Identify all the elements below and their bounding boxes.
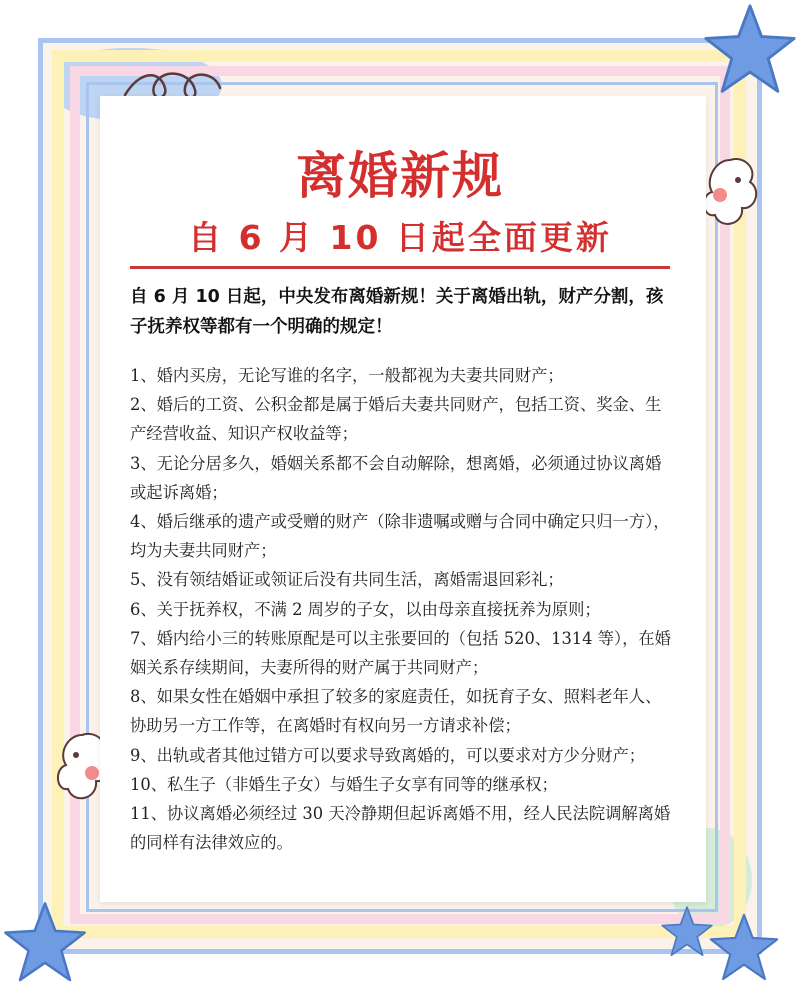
star-icon <box>702 2 798 98</box>
rule-item: 9、出轨或者其他过错方可以要求导致离婚的，可以要求对方少分财产； <box>130 745 646 765</box>
rule-item: 6、关于抚养权，不满 2 周岁的子女，以由母亲直接抚养为原则； <box>130 599 601 619</box>
rule-item: 7、婚内给小三的转账原配是可以主张要回的（包括 520、1314 等），在婚姻关系存续期间，夫妻所得的财产属于共同财产； <box>130 628 671 678</box>
rule-item: 2、婚后的工资、公积金都是属于婚后夫妻共同财产，包括工资、奖金、生产经营收益、知识产权收益等； <box>130 395 662 444</box>
star-icon <box>660 905 714 959</box>
star-icon <box>708 912 780 984</box>
rule-item: 10、私生子（非婚生子女）与婚生子女享有同等的继承权； <box>130 774 558 794</box>
rule-item: 1、婚内买房，无论写谁的名字，一般都视为夫妻共同财产； <box>130 366 564 385</box>
page-subtitle: 自 6 月 10 日起全面更新 <box>188 218 612 257</box>
intro-paragraph: 自 6 月 10 日起，中央发布离婚新规！关于离婚出轨，财产分割，孩子抚养权等都有一个明确的规定！ <box>130 287 664 337</box>
rule-item: 4、婚后继承的遗产或受赠的财产（除非遗嘱或赠与合同中确定只归一方），均为夫妻共同财产； <box>130 512 670 561</box>
rule-item: 5、没有领结婚证或领证后没有共同生活，离婚需退回彩礼； <box>130 570 564 590</box>
title-divider <box>130 266 670 269</box>
rule-item: 3、无论分居多久，婚姻关系都不会自动解除，想离婚，必须通过协议离婚或起诉离婚； <box>130 453 662 502</box>
rule-item: 8、如果女性在婚姻中承担了较多的家庭责任，如抚育子女、照料老年人、协助另一方工作等，在离婚时有权向另一方请求补偿； <box>130 687 662 736</box>
rule-item: 11、协议离婚必须经过 30 天冷静期但起诉离婚不用，经人民法院调解离婚的同样有法律效应的。 <box>130 804 671 853</box>
rules-list <box>130 361 675 857</box>
page-title: 离婚新规 <box>296 147 504 205</box>
star-icon <box>2 900 88 986</box>
